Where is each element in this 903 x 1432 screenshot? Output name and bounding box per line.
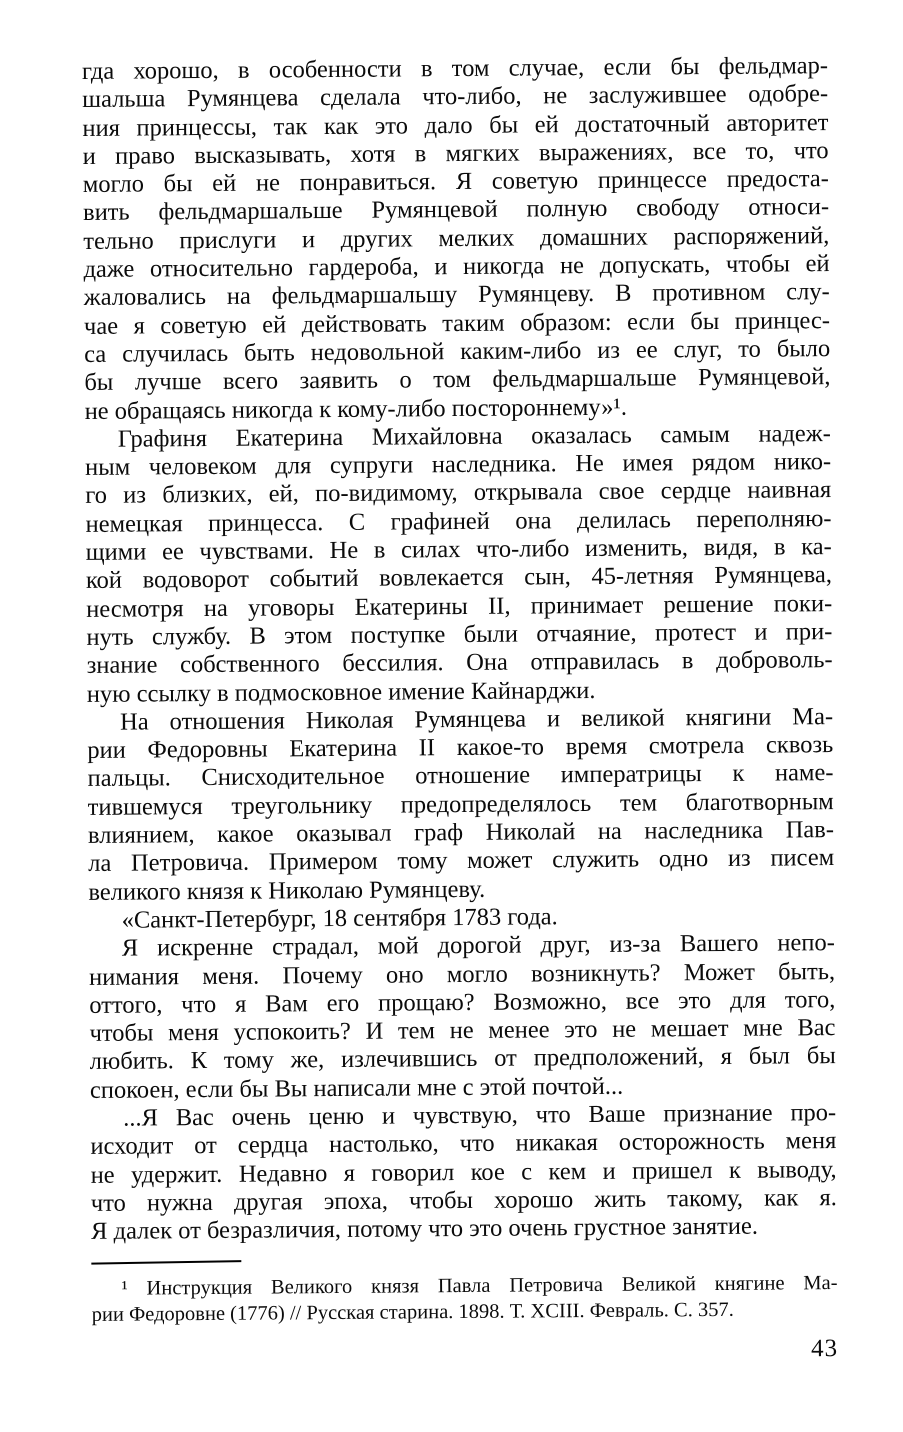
text-line: На отношения Николая Румянцева и великой княгини Ма- <box>119 702 834 736</box>
text-line: чае я советую ей действовать таким образом: если бы принцес- <box>83 306 831 340</box>
text-line: жаловались на фельдмаршальшу Румянцеву. В противном слу- <box>83 278 830 312</box>
text-line: Я искренне страдал, мой дорогой друг, из-за Вашего непо- <box>121 929 835 962</box>
text-line: даже относительно гардероба, и никогда не допускать, чтобы ей <box>83 250 830 284</box>
footnote <box>91 1272 837 1329</box>
text-line: бы лучше всего заявить о том фельдмаршальше Румянцевой, <box>84 363 831 397</box>
text-line: Я далек от безразличия, потому что это очень грустное занятие. <box>90 1212 759 1246</box>
text-line: нимания меня. Почему оно могло возникнуть? Может быть, <box>88 957 836 991</box>
text-line: са случилась быть недовольной каким-либо из ее слуг, то было <box>84 335 831 368</box>
text-line: оттого, что я Вам его прощаю? Возможно, все это для того, <box>89 985 836 1019</box>
text-line: что нужна другая эпоха, чтобы хорошо жить такому, как я. <box>90 1183 837 1217</box>
text-line: ным человеком для супруги наследника. Не имея рядом нико- <box>84 448 832 482</box>
text-line: великого князя к Николаю Румянцеву. <box>88 875 486 906</box>
text-line: щими ее чувствами. Не в силах что-либо изменить, видя, в ка- <box>85 533 832 566</box>
text-line: чтобы меня успокоить? И тем не менее это не мешает мне Вас <box>89 1014 836 1048</box>
text-line: не обращаясь никогда к кому-либо постороннему»¹. <box>84 393 628 425</box>
footnote-divider <box>91 1261 241 1265</box>
text-line: и право высказывать, хотя в мягких выражениях, все то, что <box>82 136 829 170</box>
body-text <box>82 52 837 1246</box>
text-line: ла Петровича. Примером тому может служить одно из писем <box>88 844 835 878</box>
text-line: знание собственного бессилия. Она отправилась в доброволь- <box>86 646 833 680</box>
text-line: спокоен, если бы Вы написали мне с этой почтой... <box>89 1072 624 1104</box>
text-line: шальша Румянцева сделала что-либо, не заслужившее одобре- <box>82 80 829 114</box>
page-content <box>82 52 838 1369</box>
text-line: ния принцессы, так как это дало бы ей достаточный авторитет <box>82 108 829 142</box>
text-line: несмотря на уговоры Екатерины II, принимает решение поки- <box>86 589 833 623</box>
text-line: рии Федоровне (1776) // Русская старина. 1898. Т. XCIII. Февраль. С. 357. <box>91 1298 734 1326</box>
text-line: не удержит. Недавно я говорил кое с кем и пришел к выводу, <box>90 1155 837 1189</box>
page-number: 43 <box>810 1335 839 1363</box>
text-line: рии Федоровны Екатерина II какое-то время смотрела сквозь <box>87 731 834 765</box>
text-line: вить фельдмаршальше Румянцевой полную свободу относи- <box>82 193 830 227</box>
text-line: «Санкт-Петербург, 18 сентября 1783 года. <box>121 903 558 934</box>
text-line: тившемуся треугольнику предопределялось тем благотворным <box>87 787 834 821</box>
text-line: ...Я Вас очень ценю и чувствую, что Ваше признание про- <box>123 1099 837 1132</box>
text-line: любить. К тому же, излечившись от предположений, я был бы <box>89 1042 836 1076</box>
text-line: влиянием, какое оказывал граф Николай на наследника Пав- <box>87 816 835 849</box>
text-line: тельно прислуги и других мелких домашних распоряжений, <box>83 221 830 255</box>
text-line: немецкая принцесса. С графиней она делилась переполняю- <box>85 504 832 538</box>
text-line: го из близких, ей, по-видимому, открывала свое сердце наивная <box>85 476 832 510</box>
text-line: исходит от сердца настолько, что никакая осторожность меня <box>90 1127 837 1161</box>
text-line: Графиня Екатерина Михайловна оказалась самым надеж- <box>117 419 831 453</box>
text-line: нуть службу. В этом поступке были отчаяние, протест и при- <box>86 618 833 651</box>
text-line: гда хорошо, в особенности в том случае, если бы фельдмар- <box>81 52 829 85</box>
text-line: кой водоворот событий вовлекается сын, 45-летняя Румянцева, <box>85 561 833 595</box>
text-line: могло бы ей не понравиться. Я советую принцессе предоста- <box>82 165 829 199</box>
text-line: ную ссылку в подмосковное имение Кайнарджи. <box>86 676 596 708</box>
text-line: ¹ Инструкция Великого князя Павла Петровича Великой княгине Ма- <box>121 1272 838 1301</box>
text-line: пальцы. Снисходительное отношение императрицы к наме- <box>87 759 834 793</box>
